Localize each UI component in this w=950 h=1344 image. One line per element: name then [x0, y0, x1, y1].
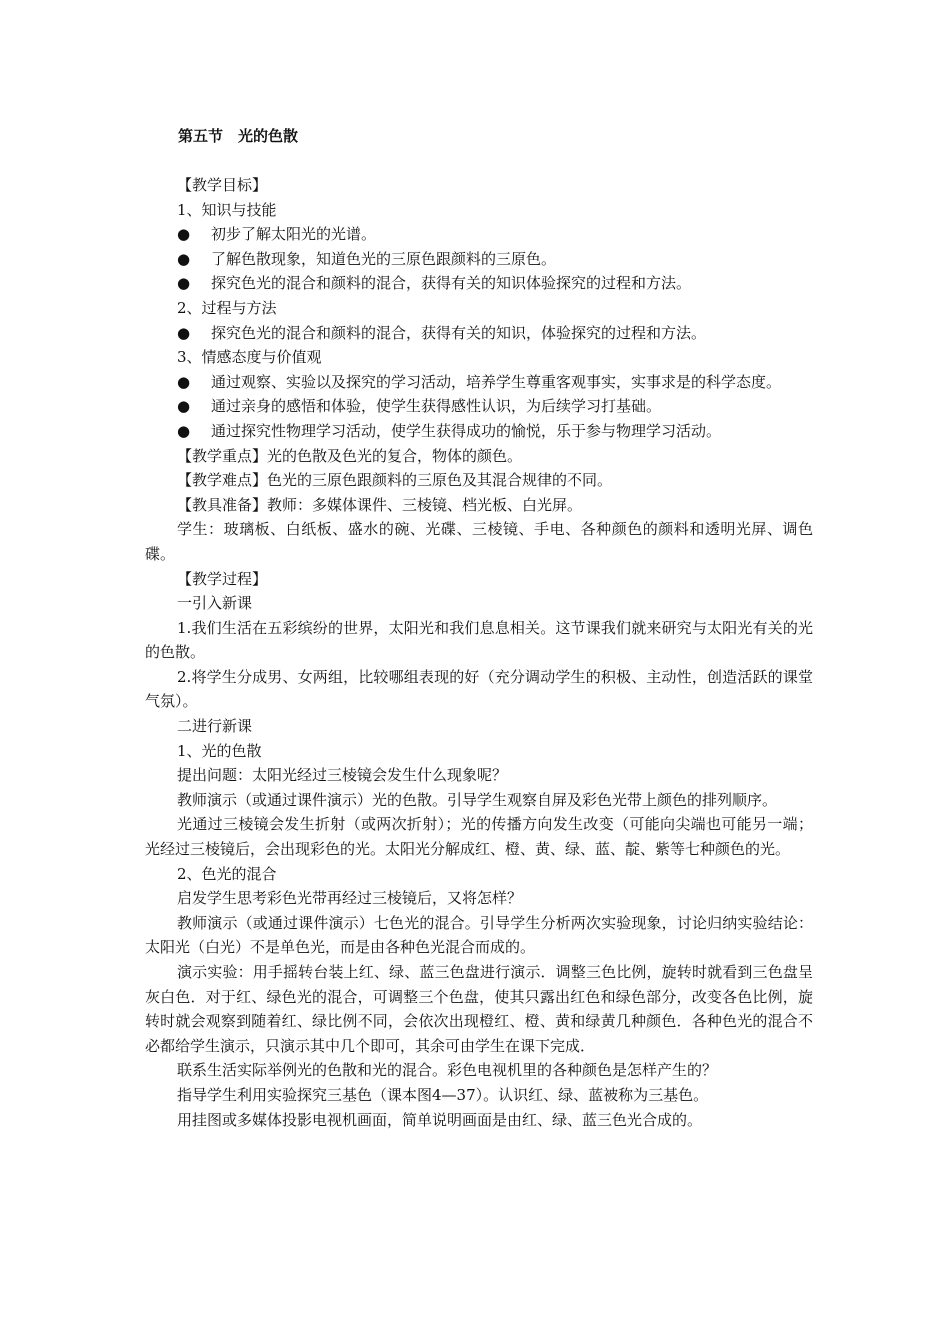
- paragraph: 教师演示（或通过课件演示）七色光的混合。引导学生分析两次实验现象，讨论归纳实验结论：太阳光（白光）不是单色光，而是由各种色光混合而成的。: [145, 913, 813, 957]
- paragraph: 3、情感态度与价值观: [177, 348, 322, 367]
- bullet-item: [145, 271, 813, 296]
- paragraph: 学生：玻璃板、白纸板、盛水的碗、光碟、三棱镜、手电、各种颜色的颜料和透明光屏、调色碟。: [145, 520, 813, 563]
- paragraph: 1.我们生活在五彩缤纷的世界，太阳光和我们息息相关。这节课我们就来研究与太阳光有关的光的色散。: [145, 618, 813, 662]
- paragraph: 启发学生思考彩色光带再经过三棱镜后，又将怎样？: [177, 889, 523, 908]
- bullet-text: 通过观察、实验以及探究的学习活动，培养学生尊重客观事实，实事求是的科学态度。: [211, 372, 782, 391]
- paragraph: 指导学生利用实验探究三基色（课本图4—37）。认识红、绿、蓝被称为三基色。: [177, 1085, 709, 1104]
- bullet-text: 探究色光的混合和颜料的混合，获得有关的知识，体验探究的过程和方法。: [211, 323, 707, 342]
- paragraph: 教师演示（或通过课件演示）光的色散。引导学生观察自屏及彩色光带上颜色的排列顺序。: [177, 790, 778, 809]
- paragraph: 【教学过程】: [177, 569, 268, 588]
- paragraph: 【教具准备】教师：多媒体课件、三棱镜、档光板、白光屏。: [177, 495, 583, 514]
- bullet-icon: ●: [177, 397, 191, 416]
- paragraph: 【教学重点】光的色散及色光的复合，物体的颜色。: [177, 446, 523, 465]
- paragraph: 提出问题：太阳光经过三棱镜会发生什么现象呢？: [177, 766, 508, 785]
- bullet-icon: ●: [177, 372, 191, 391]
- paragraph: 光通过三棱镜会发生折射（或两次折射）；光的传播方向发生改变（可能向尖端也可能另一端；光经过三棱镜后，会出现彩色的光。太阳光分解成红、橙、黄、绿、蓝、靛、紫等七种颜色的光。: [145, 815, 813, 859]
- bullet-text: 通过亲身的感悟和体验，使学生获得感性认识，为后续学习打基础。: [211, 397, 662, 416]
- paragraph: 一引入新课: [177, 594, 253, 613]
- paragraph: 【教学目标】: [177, 176, 268, 194]
- paragraph: 2.将学生分成男、女两组，比较哪组表现的好（充分调动学生的积极、主动性，创造活跃的课堂气氛）。: [145, 667, 813, 711]
- bullet-icon: ●: [177, 274, 191, 293]
- section-title: 第五节 光的色散: [178, 127, 299, 145]
- bullet-icon: ●: [177, 421, 191, 440]
- paragraph: 联系生活实际举例光的色散和光的混合。彩色电视机里的各种颜色是怎样产生的？: [177, 1061, 718, 1080]
- bullet-item: [145, 370, 813, 395]
- paragraph: 2、过程与方法: [177, 298, 277, 317]
- bullet-item: [145, 394, 813, 419]
- document-page: [145, 124, 813, 1132]
- bullet-text: 探究色光的混合和颜料的混合，获得有关的知识体验探究的过程和方法。: [211, 274, 692, 293]
- paragraph: 1、光的色散: [177, 741, 262, 760]
- paragraph: 1、知识与技能: [177, 200, 277, 219]
- paragraph: 2、色光的混合: [177, 864, 277, 883]
- bullet-icon: ●: [177, 249, 191, 268]
- paragraph: 用挂图或多媒体投影电视机画面，简单说明画面是由红、绿、蓝三色光合成的。: [177, 1110, 703, 1129]
- paragraph: 【教学难点】色光的三原色跟颜料的三原色及其混合规律的不同。: [177, 471, 613, 490]
- bullet-icon: ●: [177, 323, 191, 342]
- bullet-text: 了解色散现象，知道色光的三原色跟颜料的三原色。: [211, 249, 557, 268]
- bullet-item: [145, 419, 813, 444]
- bullet-text: 通过探究性物理学习活动，使学生获得成功的愉悦，乐于参与物理学习活动。: [211, 421, 722, 440]
- bullet-text: 初步了解太阳光的光谱。: [211, 225, 377, 244]
- paragraph: 二进行新课: [177, 717, 253, 736]
- bullet-icon: ●: [177, 225, 191, 244]
- document-body: [145, 173, 813, 1132]
- bullet-item: [145, 222, 813, 247]
- bullet-item: [145, 321, 813, 346]
- bullet-item: [145, 247, 813, 272]
- paragraph: 演示实验：用手摇转台装上红、绿、蓝三色盘进行演示．调整三色比例，旋转时就看到三色盘呈灰白色．对于红、绿色光的混合，可调整三个色盘，使其只露出红色和绿色部分，改变各色比例，旋转时就会观察到随着红、绿比例不同，会依次出现橙红、橙、黄和绿黄几种颜色．各种色光的混合不必都给学生演示，只演示其中几个即可，其余可由学生在课下完成．: [145, 963, 813, 1055]
